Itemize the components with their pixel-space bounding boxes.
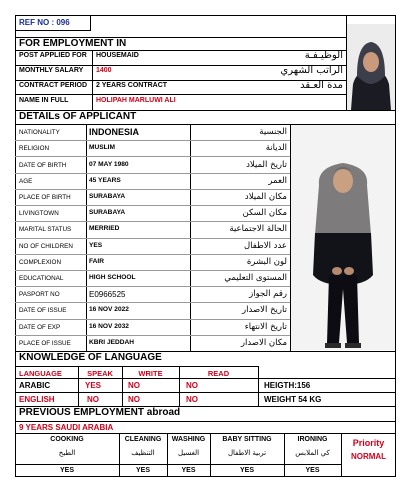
employment-value: 2 YEARS CONTRACT [96,82,168,89]
detail-arabic-label: عدد الاطفال [243,240,287,251]
details-title: DETAILs OF APPLICANT [19,111,137,122]
detail-label: NATIONALITY [19,129,60,137]
skill-value: YES [305,467,320,474]
detail-arabic-label: الحالة الاجتماعية [229,224,287,235]
detail-value: MERRIED [89,225,120,233]
lang-english-speak: NO [87,395,99,404]
detail-value: INDONESIA [89,127,140,138]
skill-label: COOKING [50,436,84,443]
ref-no: REF NO : 096 [19,18,70,27]
detail-value: 16 NOV 2032 [89,322,129,330]
detail-label: DATE OF ISSUE [19,307,67,315]
detail-label: PASPORT NO [19,291,60,299]
detail-value: SURABAYA [89,209,126,217]
lang-arabic: ARABIC [19,381,51,390]
skill-arabic-label: التنظيف [131,449,155,457]
lang-arabic-write: NO [128,381,140,390]
lang-english: ENGLISH [19,395,55,404]
lang-header-language: LANGUAGE [19,369,62,378]
lang-english-read: NO [186,395,198,404]
detail-value: 07 MAY 1980 [89,160,129,168]
weight-value: WEIGHT 54 KG [264,395,322,404]
detail-label: DATE OF BIRTH [19,161,67,169]
detail-value: E0966525 [89,290,126,300]
employment-arabic-label: مدة العـقد [300,80,343,91]
detail-arabic-label: لون البشرة [246,256,287,267]
lang-arabic-read: NO [186,381,198,390]
detail-label: PLACE OF ISSUE [19,339,71,347]
detail-arabic-label: الديانة [265,143,287,154]
detail-arabic-label: الجنسية [259,127,287,138]
detail-arabic-label: تاريخ الاصدار [242,305,287,316]
detail-arabic-label: رقم الجواز [249,289,287,300]
language-title: KNOWLEDGE OF LANGUAGE [19,352,162,363]
employment-value: HOLIPAH MARLUWI ALI [96,97,176,104]
skill-value: YES [181,467,196,474]
employment-value: HOUSEMAID [96,52,139,59]
detail-label: LIVINGTOWN [19,210,59,218]
detail-label: COMPLEXION [19,258,61,266]
employment-arabic-label: الراتب الشهري [280,65,343,76]
employment-label: MONTHLY SALARY [19,67,84,74]
skill-arabic-label: كي الملابس [295,449,330,457]
skill-label: BABY SITTING [222,436,272,443]
lang-header-read: READ [207,369,230,378]
detail-arabic-label: تاريخ الميلاد [246,159,287,170]
detail-arabic-label: العمر [268,175,287,186]
detail-label: AGE [19,177,33,185]
detail-arabic-label: المستوى التعليمي [224,273,287,284]
lang-header-speak: SPEAK [87,369,113,378]
detail-label: NO OF CHILDREN [19,242,73,250]
detail-value: 45 YEARS [89,176,121,184]
skill-value: YES [239,467,254,474]
detail-label: EDUCATIONAL [19,275,64,283]
detail-value: SURABAYA [89,192,126,200]
previous-employment-title: PREVIOUS EMPLOYMENT abroad [19,407,181,418]
detail-value: FAIR [89,257,105,265]
skill-arabic-label: الغسيل [177,449,200,457]
employment-label: NAME IN FULL [19,97,69,104]
detail-arabic-label: مكان الميلاد [244,191,287,202]
employment-title: FOR EMPLOYMENT IN [19,38,127,49]
skill-value: YES [135,467,150,474]
detail-arabic-label: مكان السكن [242,208,287,219]
skill-arabic-label: الطبخ [58,449,76,457]
detail-arabic-label: تاريخ الانتهاء [244,321,287,332]
detail-label: MARITAL STATUS [19,226,72,234]
lang-english-write: NO [128,395,140,404]
detail-label: PLACE OF BIRTH [19,193,71,201]
skill-label: CLEANING [124,436,162,443]
skill-arabic-label: تربية الاطفال [227,449,267,457]
lang-arabic-speak: YES [84,381,101,390]
detail-value: KBRI JEDDAH [89,338,135,346]
skill-label: WASHING [171,436,206,443]
detail-label: RELIGION [19,145,50,153]
detail-value: 16 NOV 2022 [89,306,129,314]
employment-label: CONTRACT PERIOD [19,82,88,89]
applicant-full-body-photo [291,125,395,350]
employment-label: POST APPLIED FOR [19,52,87,59]
lang-header-write: WRITE [138,369,163,378]
detail-arabic-label: مكان الاصدار [240,337,287,348]
skill-value: YES [59,467,74,474]
employment-value: 1400 [96,67,112,74]
priority-label: Priority [352,438,385,448]
detail-value: YES [89,241,103,249]
priority-value: NORMAL [350,452,387,461]
detail-value: MUSLIM [89,144,116,152]
detail-value: HIGH SCHOOL [89,274,136,282]
skill-label: IRONING [297,436,328,443]
previous-employment-subtitle: 9 YEARS SAUDI ARABIA [19,423,114,432]
height-value: HEIGTH:156 [264,381,311,390]
employment-arabic-label: الوظيـفـة [304,50,343,61]
applicant-portrait-photo [347,24,395,110]
detail-label: DATE OF EXP [19,323,61,331]
